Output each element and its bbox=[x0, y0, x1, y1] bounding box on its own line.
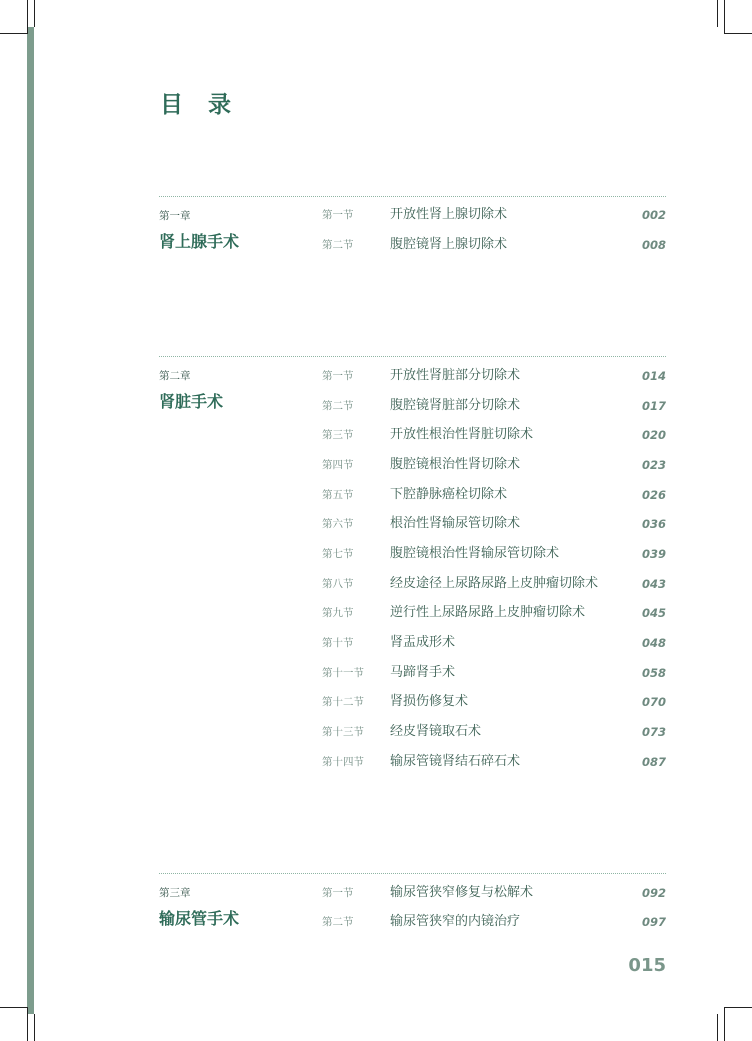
toc-entry[interactable] bbox=[159, 544, 666, 564]
page-ref: 097 bbox=[641, 915, 666, 929]
page-ref: 002 bbox=[641, 208, 666, 222]
section-number: 第九节 bbox=[322, 607, 354, 619]
entry-title: 腹腔镜根治性肾切除术 bbox=[390, 457, 521, 472]
entry-title: 根治性肾输尿管切除术 bbox=[390, 516, 521, 531]
page-ref: 070 bbox=[641, 695, 666, 709]
crop-mark-top-left bbox=[34, 0, 35, 27]
toc-entry[interactable] bbox=[159, 603, 666, 623]
toc-entry[interactable] bbox=[159, 205, 666, 225]
toc-title: 目 录 bbox=[160, 92, 232, 118]
entry-title: 输尿管狭窄修复与松解术 bbox=[390, 885, 534, 900]
toc-entry[interactable] bbox=[159, 455, 666, 475]
toc-entry[interactable] bbox=[159, 633, 666, 653]
toc-entry[interactable] bbox=[159, 235, 666, 255]
section-number: 第十四节 bbox=[322, 756, 364, 768]
section-number: 第三节 bbox=[322, 429, 354, 441]
page-ref: 058 bbox=[641, 666, 666, 680]
entry-title: 腹腔镜根治性肾输尿管切除术 bbox=[390, 546, 560, 561]
section-number: 第一节 bbox=[322, 370, 354, 382]
entry-title: 下腔静脉癌栓切除术 bbox=[390, 487, 508, 502]
crop-mark-bottom-left bbox=[34, 1014, 35, 1041]
page-ref: 092 bbox=[641, 886, 666, 900]
book-spine-bar bbox=[27, 27, 34, 1014]
toc-entry[interactable] bbox=[159, 912, 666, 932]
toc-entry[interactable] bbox=[159, 752, 666, 772]
crop-mark-top-right bbox=[724, 0, 725, 34]
chapter-label: 第三章 bbox=[159, 887, 191, 899]
chapter-name: 输尿管手术 bbox=[159, 909, 240, 928]
chapter-block bbox=[159, 196, 666, 252]
section-number: 第十二节 bbox=[322, 696, 364, 708]
entry-title: 输尿管狭窄的内镜治疗 bbox=[390, 914, 521, 929]
page-ref: 048 bbox=[641, 636, 666, 650]
chapter-name: 肾上腺手术 bbox=[159, 232, 240, 251]
page-ref: 039 bbox=[641, 547, 666, 561]
section-number: 第十节 bbox=[322, 637, 354, 649]
entry-title: 开放性肾上腺切除术 bbox=[390, 207, 508, 222]
entry-title: 开放性根治性肾脏切除术 bbox=[390, 427, 534, 442]
entry-title: 逆行性上尿路尿路上皮肿瘤切除术 bbox=[390, 605, 586, 620]
entry-title: 输尿管镜肾结石碎石术 bbox=[390, 754, 521, 769]
toc-entry[interactable] bbox=[159, 485, 666, 505]
page-ref: 014 bbox=[641, 369, 666, 383]
crop-mark-bottom-left bbox=[27, 1007, 28, 1041]
entry-title: 肾盂成形术 bbox=[390, 635, 456, 650]
crop-mark-bottom-right bbox=[717, 1014, 718, 1041]
chapter-block bbox=[159, 356, 666, 769]
section-number: 第二节 bbox=[322, 916, 354, 928]
page-ref: 008 bbox=[641, 238, 666, 252]
section-number: 第五节 bbox=[322, 489, 354, 501]
page-number: 015 bbox=[628, 955, 666, 976]
chapter-block bbox=[159, 873, 666, 929]
chapter-name: 肾脏手术 bbox=[159, 392, 224, 411]
toc-entry[interactable] bbox=[159, 366, 666, 386]
page-ref: 020 bbox=[641, 428, 666, 442]
page-ref: 043 bbox=[641, 577, 666, 591]
crop-mark-bottom-right bbox=[724, 1007, 752, 1008]
toc-entry[interactable] bbox=[159, 722, 666, 742]
toc-entry[interactable] bbox=[159, 692, 666, 712]
toc-entry[interactable] bbox=[159, 883, 666, 903]
section-number: 第七节 bbox=[322, 548, 354, 560]
toc-entry[interactable] bbox=[159, 396, 666, 416]
page-ref: 073 bbox=[641, 725, 666, 739]
chapter-label: 第二章 bbox=[159, 370, 191, 382]
page-ref: 087 bbox=[641, 755, 666, 769]
page-ref: 026 bbox=[641, 488, 666, 502]
crop-mark-top-right bbox=[724, 33, 752, 34]
section-number: 第十三节 bbox=[322, 726, 364, 738]
crop-mark-top-right bbox=[717, 0, 718, 27]
entry-title: 马蹄肾手术 bbox=[390, 665, 456, 680]
toc-entry[interactable] bbox=[159, 425, 666, 445]
crop-mark-top-left bbox=[27, 0, 28, 34]
page-ref: 045 bbox=[641, 606, 666, 620]
toc-entry[interactable] bbox=[159, 574, 666, 594]
section-number: 第六节 bbox=[322, 518, 354, 530]
section-number: 第十一节 bbox=[322, 667, 364, 679]
section-number: 第四节 bbox=[322, 459, 354, 471]
page-ref: 023 bbox=[641, 458, 666, 472]
section-number: 第八节 bbox=[322, 578, 354, 590]
entry-title: 开放性肾脏部分切除术 bbox=[390, 368, 521, 383]
section-number: 第二节 bbox=[322, 400, 354, 412]
entry-title: 肾损伤修复术 bbox=[390, 694, 469, 709]
section-number: 第二节 bbox=[322, 239, 354, 251]
crop-mark-bottom-right bbox=[724, 1007, 725, 1041]
toc-entry[interactable] bbox=[159, 663, 666, 683]
section-number: 第一节 bbox=[322, 887, 354, 899]
section-number: 第一节 bbox=[322, 209, 354, 221]
entry-title: 经皮途径上尿路尿路上皮肿瘤切除术 bbox=[390, 576, 599, 591]
page-ref: 036 bbox=[641, 517, 666, 531]
entry-title: 腹腔镜肾脏部分切除术 bbox=[390, 398, 521, 413]
entry-title: 腹腔镜肾上腺切除术 bbox=[390, 237, 508, 252]
chapter-label: 第一章 bbox=[159, 210, 191, 222]
entry-title: 经皮肾镜取石术 bbox=[390, 724, 482, 739]
crop-mark-bottom-left bbox=[0, 1007, 27, 1008]
toc-entry[interactable] bbox=[159, 514, 666, 534]
crop-mark-top-left bbox=[0, 33, 27, 34]
page-ref: 017 bbox=[641, 399, 666, 413]
